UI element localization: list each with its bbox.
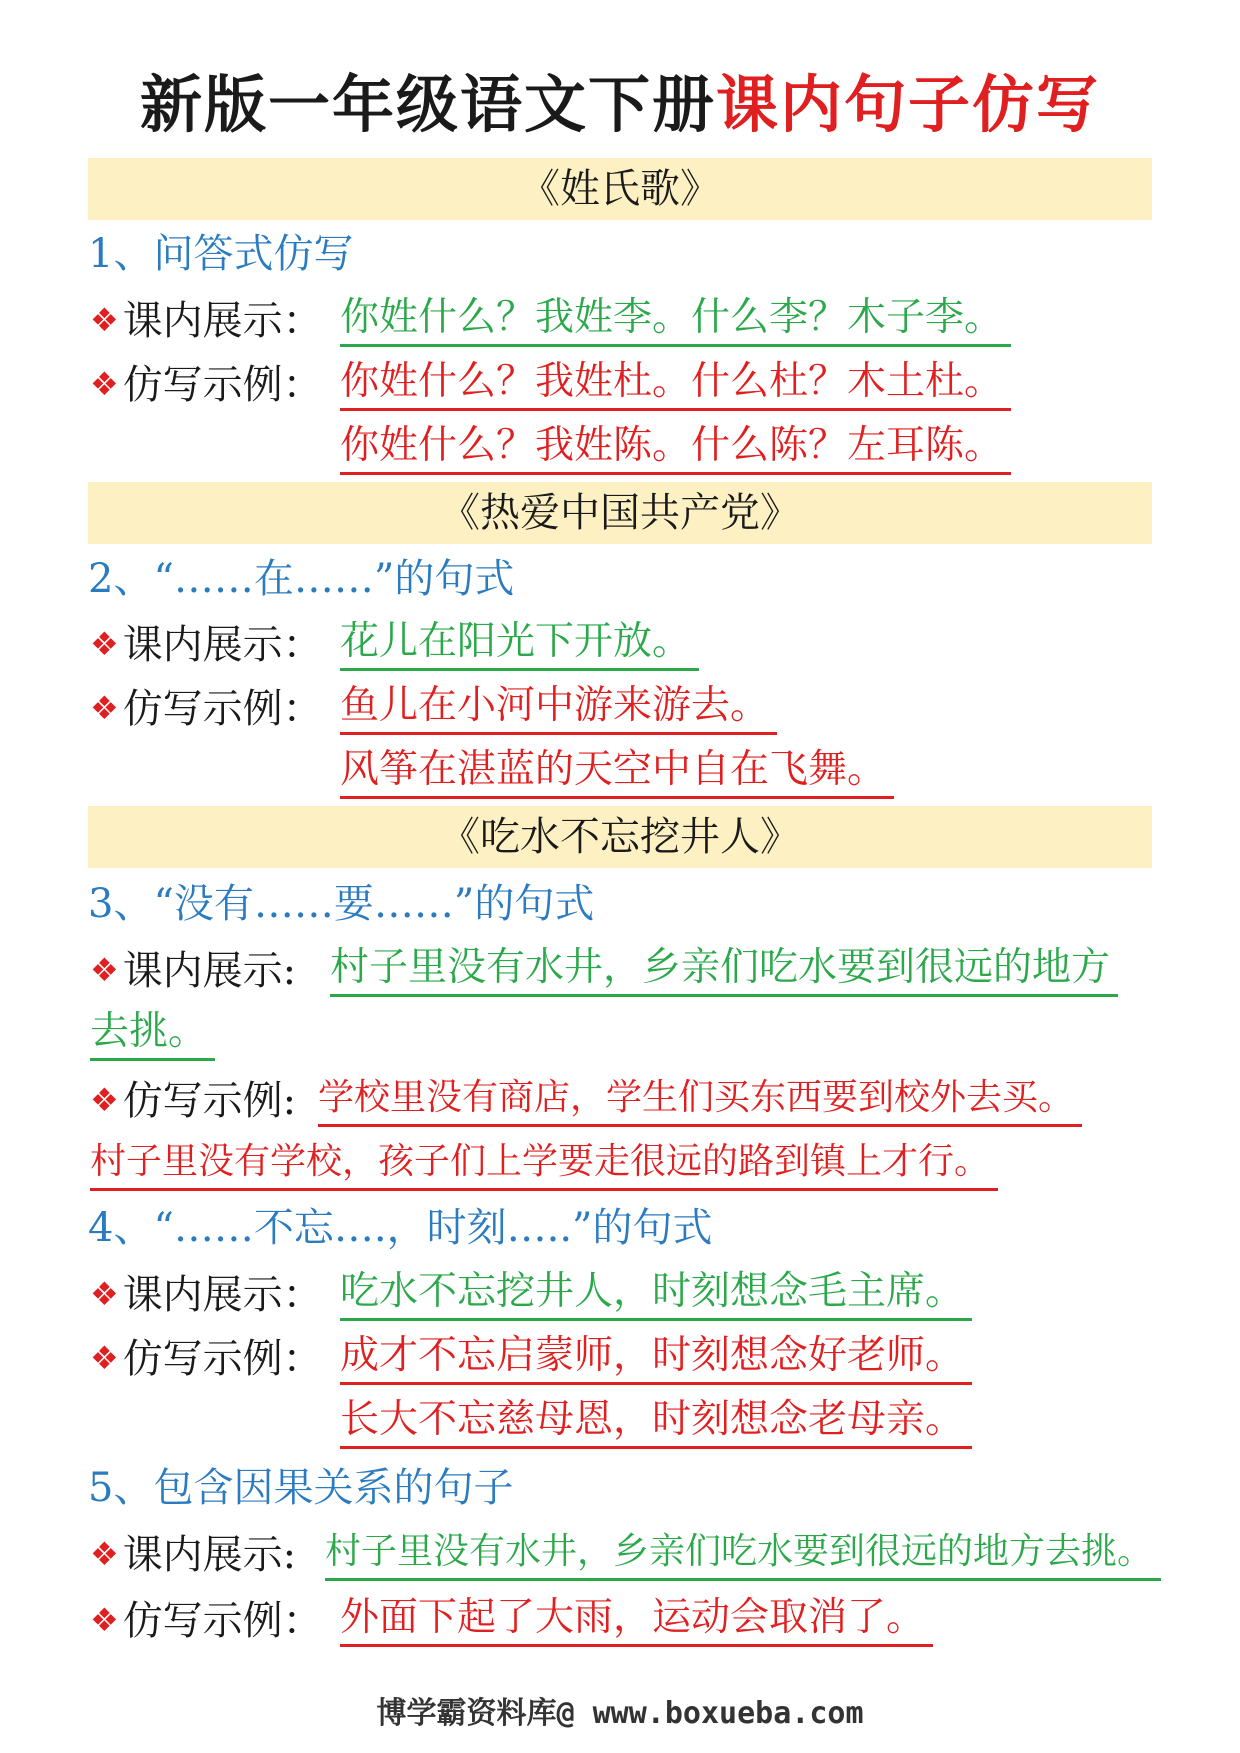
- footer-watermark: 博学霸资料库@ www.boxueba.com: [376, 1696, 864, 1731]
- title-part-black: 新版一年级语文下册: [139, 68, 716, 141]
- show-label: ❖ 课内展示：: [90, 622, 323, 668]
- example-sentence: 你姓什么？我姓杜。什么杜？木土杜。: [340, 356, 1011, 411]
- show-sentence: 村子里没有水井，乡亲们吃水要到很远的地方: [330, 942, 1118, 997]
- example-label: ❖ 仿写示例:: [90, 1078, 297, 1124]
- show-label: ❖ 课内展示：: [90, 298, 323, 344]
- show-sentence: 吃水不忘挖井人，时刻想念毛主席。: [340, 1266, 972, 1321]
- diamond-icon: ❖: [90, 1275, 119, 1313]
- example-label: ❖ 仿写示例：: [90, 1598, 323, 1644]
- section-heading-2: 2、“……在……”的句式: [88, 556, 515, 602]
- lesson-band-3: 《吃水不忘挖井人》: [88, 806, 1152, 868]
- page-title: [0, 60, 1240, 150]
- example-sentence: 长大不忘慈母恩，时刻想念老母亲。: [340, 1394, 972, 1449]
- show-sentence-continued: 去挑。: [90, 1006, 215, 1061]
- example-sentence: 村子里没有学校，孩子们上学要走很远的路到镇上才行。: [90, 1136, 998, 1191]
- diamond-icon: ❖: [90, 689, 119, 727]
- example-sentence: 鱼儿在小河中游来游去。: [340, 680, 777, 735]
- diamond-icon: ❖: [90, 625, 119, 663]
- diamond-icon: ❖: [90, 1339, 119, 1377]
- title-part-red: 课内句子仿写: [716, 68, 1101, 141]
- section-heading-3: 3、“没有……要……”的句式: [88, 881, 595, 927]
- diamond-icon: ❖: [90, 1081, 119, 1119]
- section-heading-5: 5、包含因果关系的句子: [88, 1465, 514, 1511]
- example-sentence: 学校里没有商店，学生们买东西要到校外去买。: [318, 1072, 1082, 1127]
- show-sentence: 你姓什么？我姓李。什么李？木子李。: [340, 292, 1011, 347]
- diamond-icon: ❖: [90, 301, 119, 339]
- example-sentence: 风筝在湛蓝的天空中自在飞舞。: [340, 744, 894, 799]
- show-label: ❖ 课内展示：: [90, 1272, 323, 1318]
- diamond-icon: ❖: [90, 951, 119, 989]
- show-sentence: 花儿在阳光下开放。: [340, 616, 699, 671]
- show-label: ❖ 课内展示:: [90, 1532, 297, 1578]
- diamond-icon: ❖: [90, 1601, 119, 1639]
- section-heading-1: 1、问答式仿写: [88, 231, 354, 277]
- example-sentence: 外面下起了大雨，运动会取消了。: [340, 1592, 933, 1647]
- lesson-band-1: 《姓氏歌》: [88, 158, 1152, 220]
- example-label: ❖ 仿写示例：: [90, 362, 323, 408]
- section-heading-4: 4、“……不忘….，时刻…..”的句式: [88, 1205, 713, 1251]
- example-sentence: 成才不忘启蒙师，时刻想念好老师。: [340, 1330, 972, 1385]
- lesson-band-2: 《热爱中国共产党》: [88, 482, 1152, 544]
- diamond-icon: ❖: [90, 365, 119, 403]
- show-sentence: 村子里没有水井，乡亲们吃水要到很远的地方去挑。: [325, 1526, 1161, 1581]
- diamond-icon: ❖: [90, 1535, 119, 1573]
- example-label: ❖ 仿写示例：: [90, 1336, 323, 1382]
- example-label: ❖ 仿写示例：: [90, 686, 323, 732]
- show-label: ❖ 课内展示:: [90, 948, 297, 994]
- example-sentence: 你姓什么？我姓陈。什么陈？左耳陈。: [340, 420, 1011, 475]
